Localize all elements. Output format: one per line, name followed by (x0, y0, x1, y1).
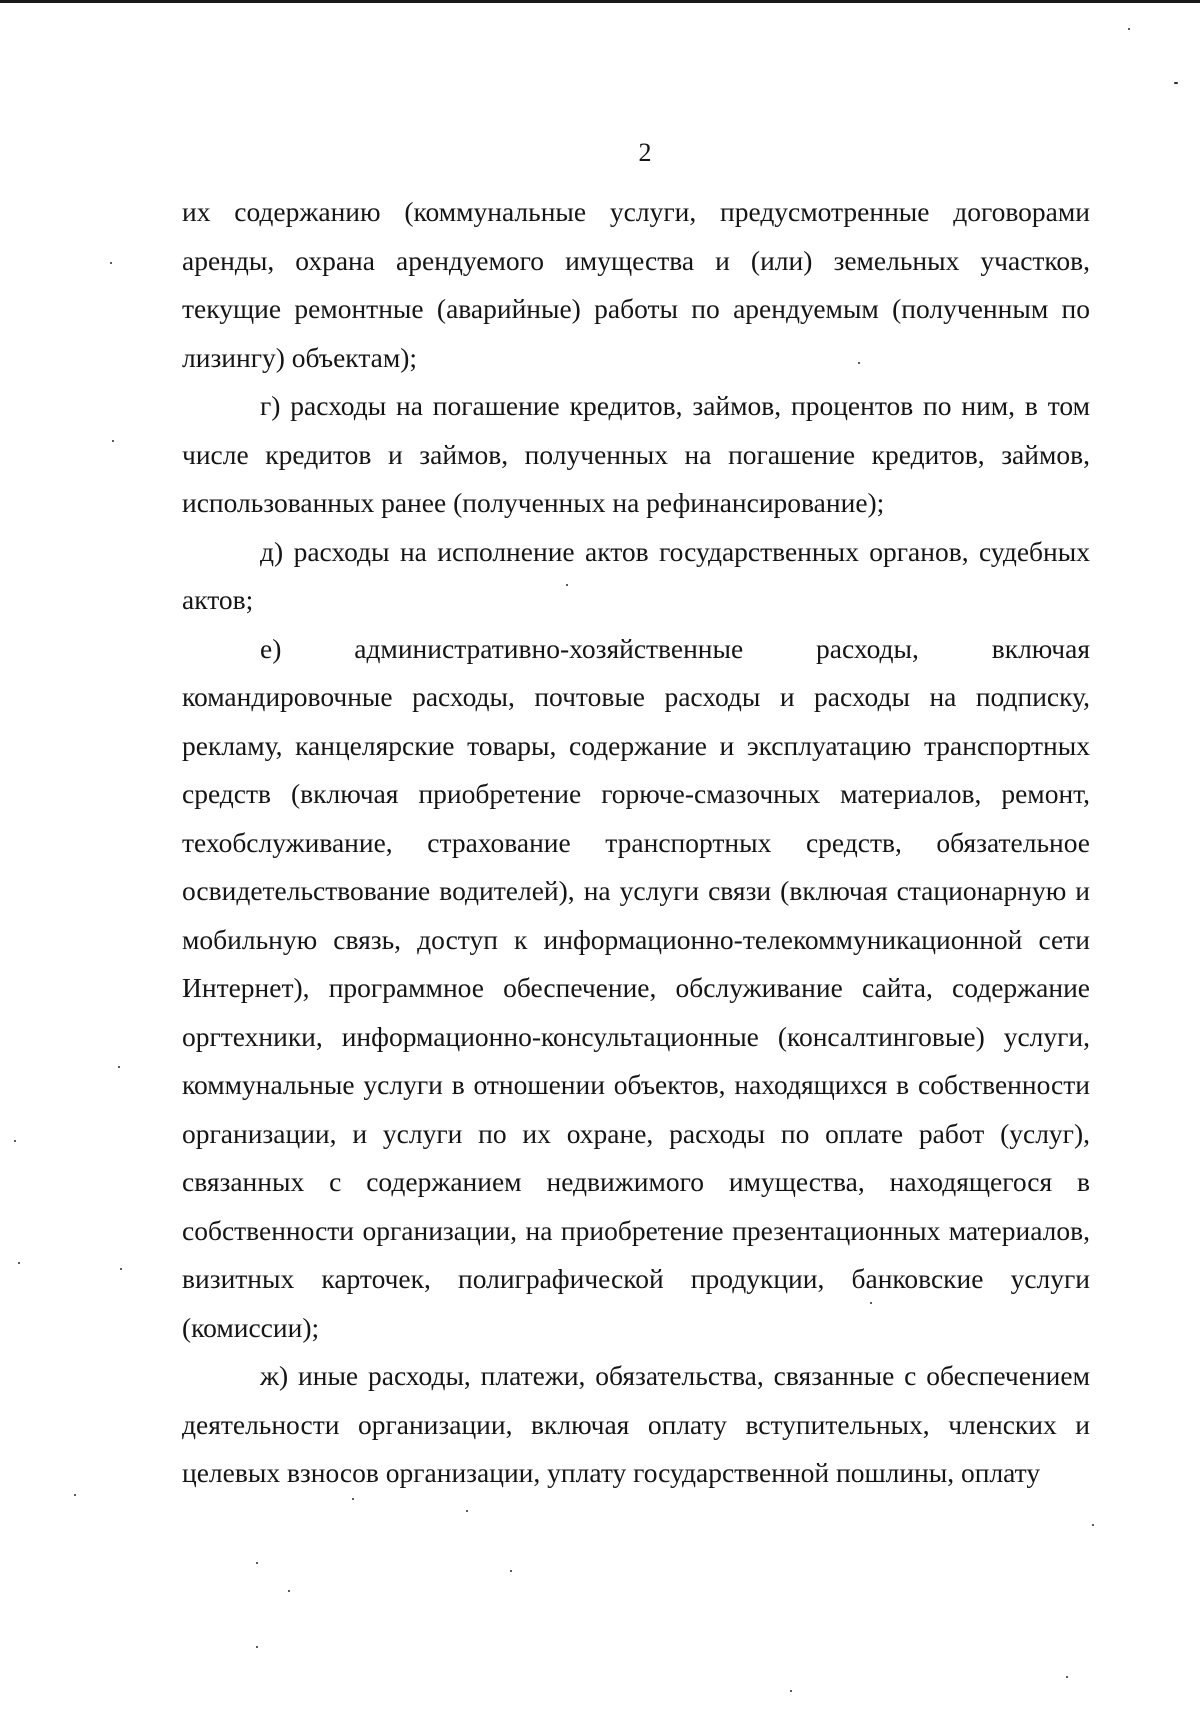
document-body (182, 188, 1090, 1498)
scan-speck (870, 1302, 872, 1304)
scan-speck (120, 1268, 122, 1270)
scan-speck (1128, 28, 1130, 30)
scan-speck (566, 584, 568, 586)
scan-speck (1092, 1524, 1094, 1526)
scan-speck (1066, 1676, 1068, 1678)
scan-speck (510, 1570, 512, 1572)
scan-speck (18, 1262, 20, 1264)
paragraph-item-e: е) административно-хозяйственные расходы, включая командировочные расходы, почтовые расходы и расходы на подписку, рекламу, канцелярские товары, содержание и эксплуатацию транспортных средств (включая приобретение горюче-смазочных материалов, ремонт, техобслуживание, страхование транспортных средств, обязательное освидетельствование водителей), на услуги связи (включая стационарную и мобильную связь, доступ к информационно-телекоммуникационной сети Интернет), программное обеспечение, обслуживание сайта, содержание оргтехники, информационно-консультационные (консалтинговые) услуги, коммунальные услуги в отношении объектов, находящихся в собственности организации, и услуги по их охране, расходы по оплате работ (услуг), связанных с содержанием недвижимого имущества, находящегося в собственности организации, на приобретение презентационных материалов, визитных карточек, полиграфической продукции, банковские услуги (комиссии); (182, 632, 1090, 1343)
paragraph-item-zh: ж) иные расходы, платежи, обязательства, связанные с обеспечением деятельности организации, включая оплату вступительных, членских и целевых взносов организации, уплату государственной пошлины, оплату (182, 1360, 1090, 1488)
paragraph-item-d: д) расходы на исполнение актов государственных органов, судебных актов; (182, 535, 1090, 615)
page-number: 2 (638, 138, 652, 167)
scan-speck (256, 1562, 258, 1564)
paragraph-continuation: их содержанию (коммунальные услуги, предусмотренные договорами аренды, охрана арендуемого имущества и (или) земельных участков, текущие ремонтные (аварийные) работы по арендуемым (полученным по лизингу) объектам); (182, 196, 1090, 373)
scan-speck (858, 362, 860, 364)
scan-speck (110, 262, 112, 264)
scan-top-edge (0, 0, 1200, 3)
scan-speck (466, 1510, 468, 1512)
scan-speck (1174, 82, 1178, 84)
scan-speck (790, 1690, 792, 1692)
scan-speck (352, 1498, 354, 1500)
scan-speck (112, 440, 114, 442)
scan-speck (288, 1590, 290, 1592)
scan-speck (14, 1140, 16, 1142)
scan-speck (256, 1646, 258, 1648)
scan-speck (74, 1494, 76, 1496)
paragraph-item-g: г) расходы на погашение кредитов, займов, процентов по ним, в том числе кредитов и займов, полученных на погашение кредитов, займов, использованных ранее (полученных на рефинансирование); (182, 390, 1090, 518)
scan-speck (118, 1066, 120, 1068)
